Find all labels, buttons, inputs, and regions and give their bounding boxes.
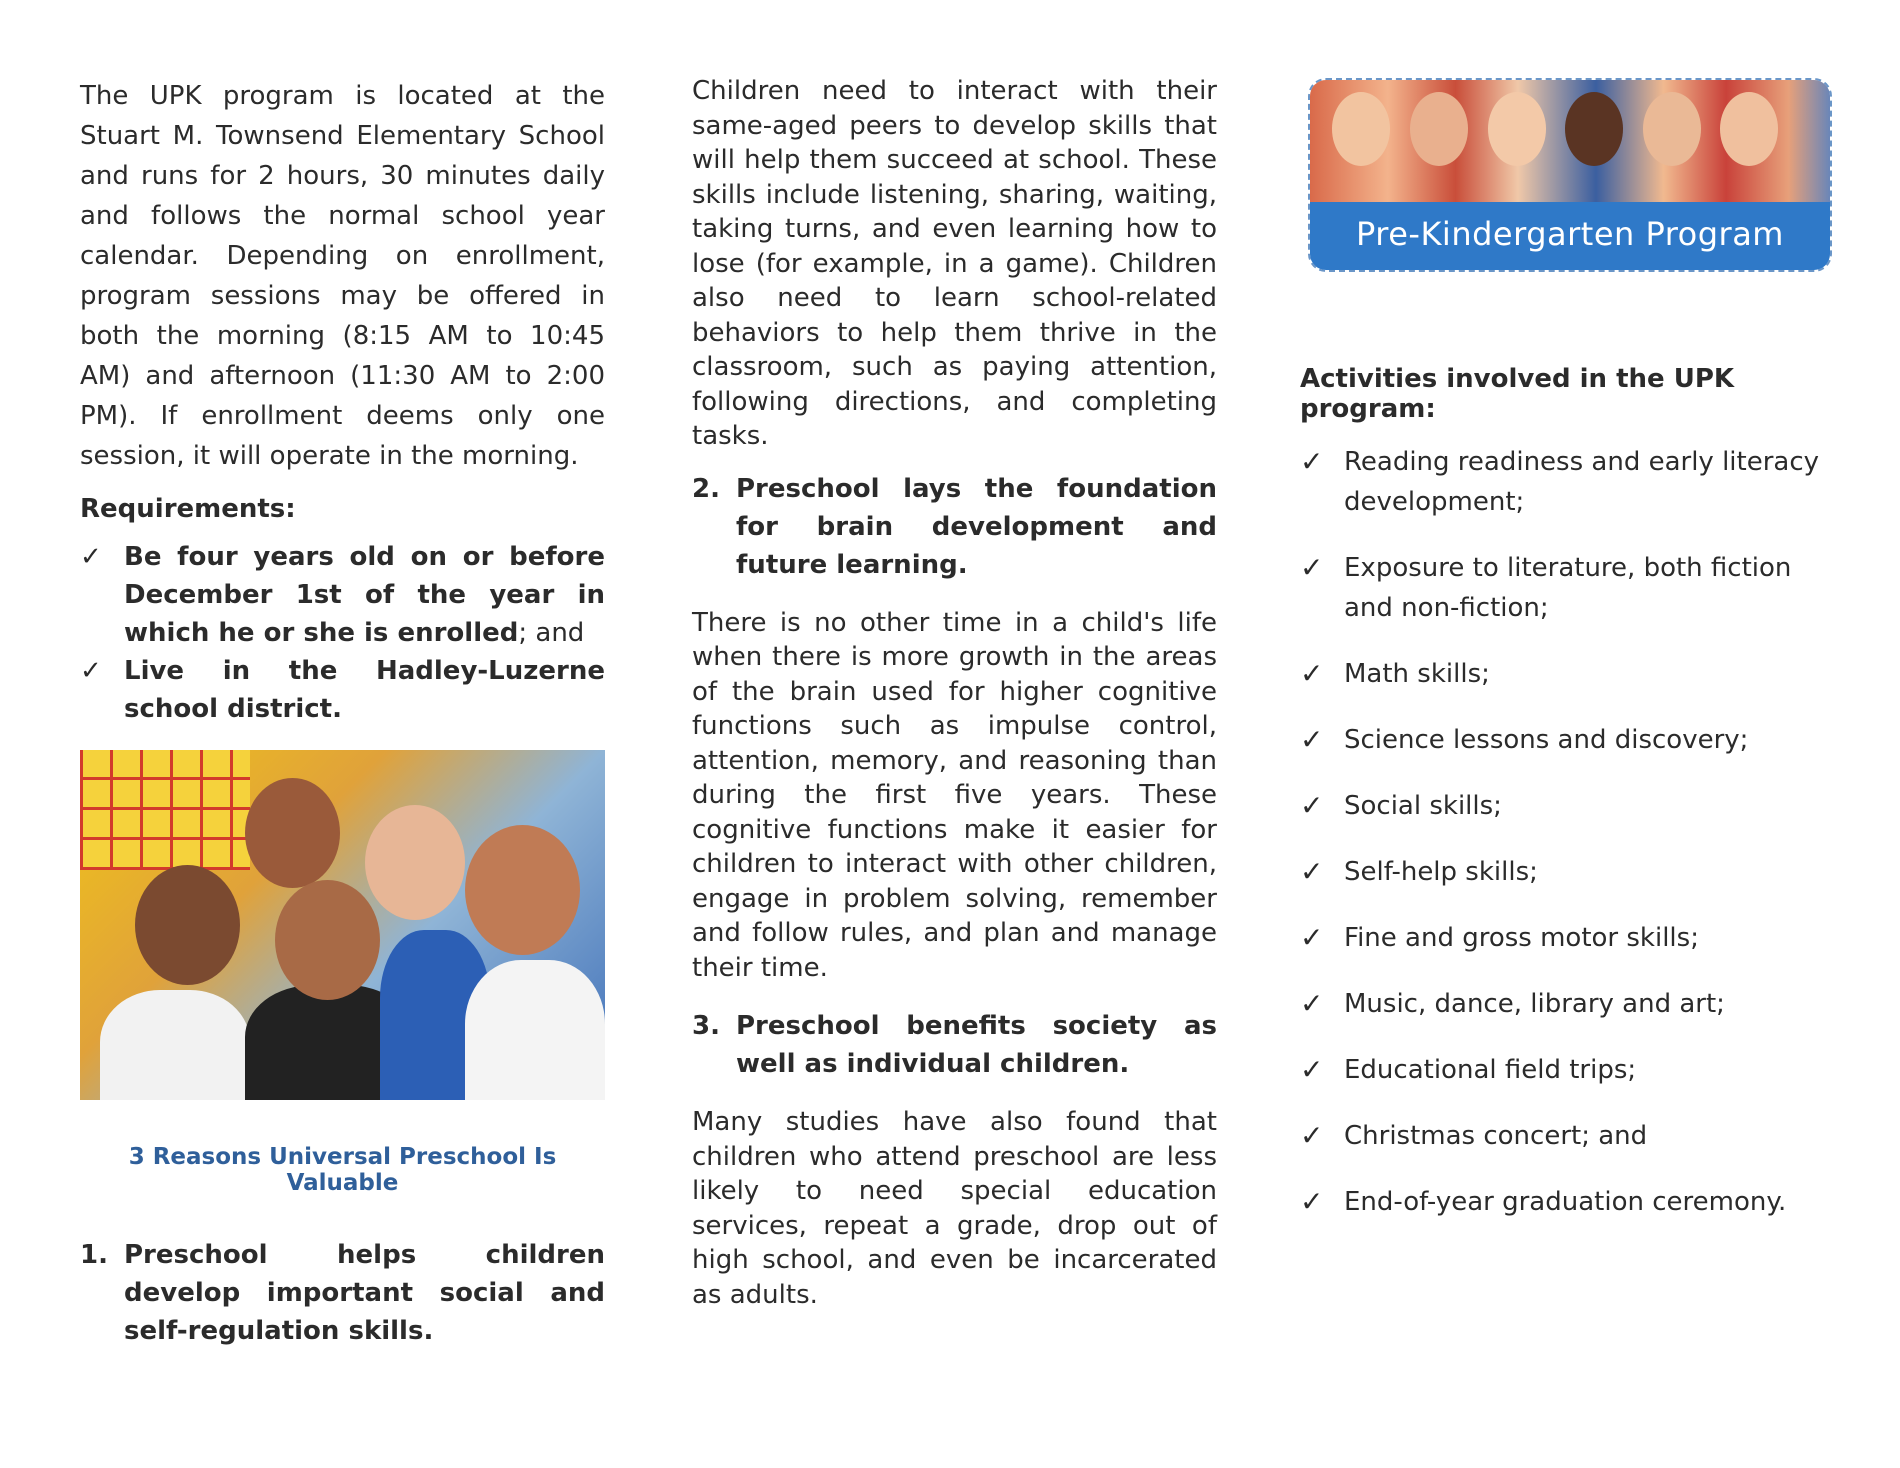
right-column (1300, 78, 1840, 1248)
activity-item (1300, 786, 1840, 826)
intro-paragraph: The UPK program is located at the Stuart M. Townsend Elementary School and runs for 2 hours, 30 minutes daily and follows the normal school year calendar. Depending on enrollment, program sessions may be offered in both the morning (8:15 AM to 10:45 AM) and afternoon (11:30 AM to 2:00 PM). If enrollment deems only one session, it will operate in the morning. (80, 81, 605, 471)
activity-text: Educational field trips; (1344, 1055, 1637, 1085)
reasons-list-continued (692, 470, 1217, 584)
program-banner (1308, 78, 1832, 272)
activity-text: Music, dance, library and art; (1344, 989, 1725, 1019)
activity-text: Reading readiness and early literacy development; (1344, 447, 1820, 517)
activity-item (1300, 1116, 1840, 1156)
checkmark-icon: ✓ (80, 656, 102, 686)
activity-item (1300, 442, 1840, 522)
checkmark-icon: ✓ (1300, 921, 1324, 954)
checkmark-icon: ✓ (1300, 855, 1324, 888)
activity-item (1300, 720, 1840, 760)
requirement-tail: ; and (518, 618, 585, 648)
social-skills-paragraph: Children need to interact with their same-aged peers to develop skills that will help them succeed at school. These skills include listening, sharing, waiting, taking turns, and even learning how to lose (for example, in a game). Children also need to learn school-related behaviors to help them thrive in the classroom, such as paying attention, following directions, and completing tasks. (692, 76, 1217, 451)
checkmark-icon: ✓ (1300, 789, 1324, 822)
reasons-list-continued (692, 1007, 1217, 1083)
middle-column (692, 74, 1217, 1312)
checkmark-icon: ✓ (1300, 657, 1324, 690)
activity-item (1300, 1182, 1840, 1222)
activities-list (1300, 442, 1840, 1222)
requirement-text: Be four years old on or before December 1st of the year in which he or she is enrolled (124, 542, 605, 648)
activity-text: End-of-year graduation ceremony. (1344, 1187, 1787, 1217)
brain-development-paragraph: There is no other time in a child's life when there is more growth in the areas of the brain used for higher cognitive functions such as impulse control, attention, memory, and reasoning than during the first five years. These cognitive functions make it easier for children to interact with other children, engage in problem solving, remember and follow rules, and plan and manage their time. (692, 607, 1217, 983)
children-photo (80, 750, 605, 1100)
activity-item (1300, 654, 1840, 694)
reason-text: Preschool benefits society as well as individual children. (736, 1011, 1217, 1079)
activity-text: Fine and gross motor skills; (1344, 923, 1699, 953)
activity-text: Social skills; (1344, 791, 1502, 821)
activities-heading: Activities involved in the UPK program: (1300, 364, 1735, 424)
reason-text: Preschool helps children develop important social and self-regulation skills. (124, 1240, 605, 1346)
photo-background-grid (80, 750, 250, 870)
checkmark-icon: ✓ (1300, 1119, 1324, 1152)
activity-item (1300, 984, 1840, 1024)
checkmark-icon: ✓ (80, 542, 102, 572)
activity-item (1300, 548, 1840, 628)
left-column (80, 76, 605, 1350)
reason-number: 1. (80, 1240, 108, 1270)
activity-item (1300, 1050, 1840, 1090)
reasons-title: 3 Reasons Universal Preschool Is Valuable (128, 1144, 557, 1196)
reason-item (692, 1007, 1217, 1083)
reason-number: 2. (692, 473, 720, 504)
reason-item (692, 470, 1217, 584)
reason-item (80, 1236, 605, 1350)
checkmark-icon: ✓ (1300, 1053, 1324, 1086)
requirement-item (80, 538, 605, 652)
requirements-heading: Requirements: (80, 494, 296, 524)
reason-text: Preschool lays the foundation for brain development and future learning. (736, 473, 1217, 580)
reasons-list (80, 1236, 605, 1350)
activity-text: Self-help skills; (1344, 857, 1538, 887)
checkmark-icon: ✓ (1300, 445, 1324, 478)
requirements-list (80, 538, 605, 728)
activity-text: Science lessons and discovery; (1344, 725, 1749, 755)
activity-item (1300, 918, 1840, 958)
checkmark-icon: ✓ (1300, 551, 1324, 584)
activity-text: Math skills; (1344, 659, 1490, 689)
activity-text: Exposure to literature, both fiction and non-fiction; (1344, 553, 1792, 623)
society-benefits-paragraph: Many studies have also found that children who attend preschool are less likely to need special education services, repeat a grade, drop out of high school, and even be incarcerated as adults. (692, 1107, 1217, 1310)
checkmark-icon: ✓ (1300, 987, 1324, 1020)
banner-photo (1310, 80, 1830, 202)
checkmark-icon: ✓ (1300, 723, 1324, 756)
reason-number: 3. (692, 1011, 720, 1041)
requirement-text: Live in the Hadley-Luzerne school district. (124, 656, 605, 724)
activity-text: Christmas concert; and (1344, 1121, 1648, 1151)
checkmark-icon: ✓ (1300, 1185, 1324, 1218)
activity-item (1300, 852, 1840, 892)
banner-label: Pre-Kindergarten Program (1310, 202, 1830, 270)
requirement-item (80, 652, 605, 728)
